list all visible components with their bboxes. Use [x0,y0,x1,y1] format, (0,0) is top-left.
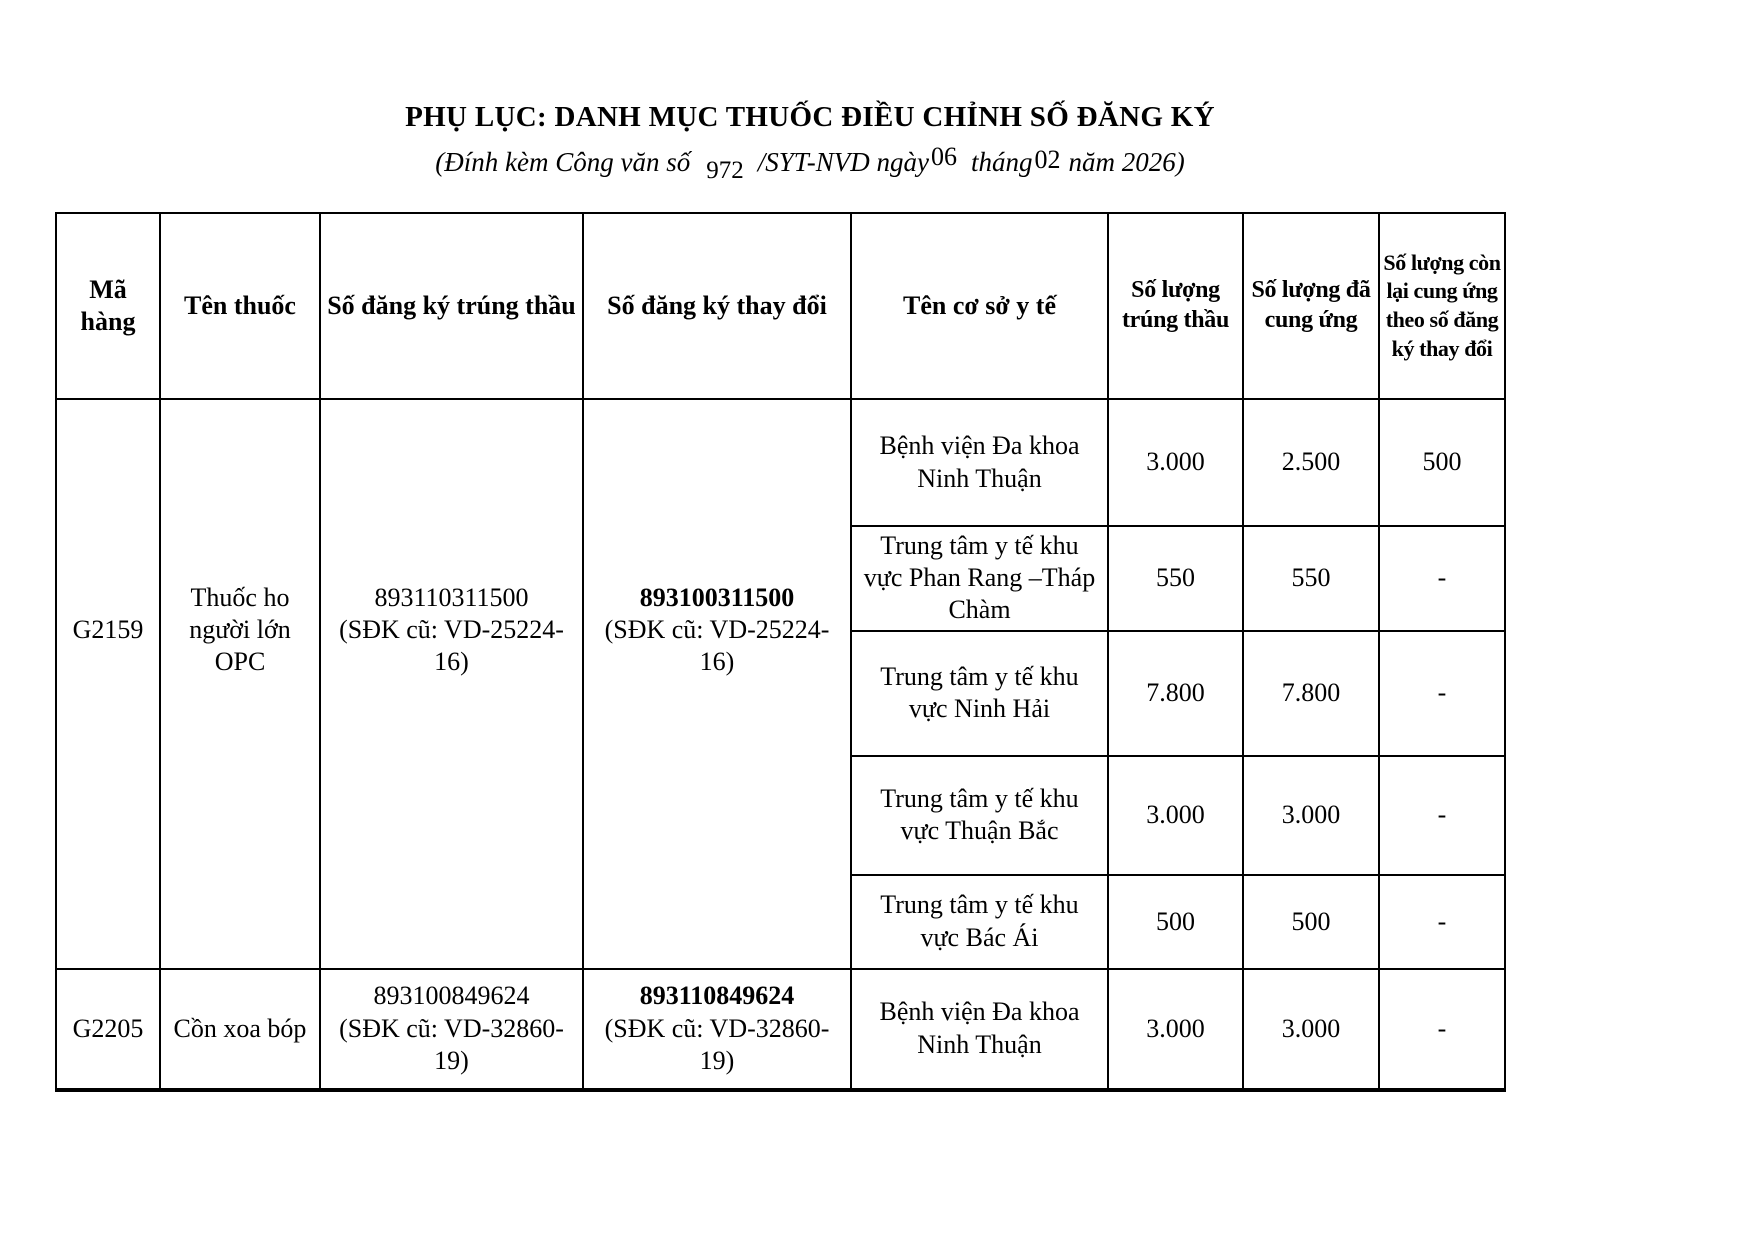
cell-sl-con-lai: 500 [1379,399,1505,526]
sdk-number: 893110311500 [374,583,529,612]
header-ten-co-so: Tên cơ sở y tế [851,213,1108,399]
sdk-number-new: 893110849624 [639,981,795,1011]
document-number: 972 [706,157,744,184]
table-header-row [56,213,1505,399]
cell-co-so: Trung tâm y tế khu vực Phan Rang –Tháp Chàm [851,526,1108,631]
cell-sl-trung-thau: 3.000 [1108,399,1243,526]
sdk-old: (SĐK cũ: VD-32860-19) [604,1013,830,1075]
document-day: 06 [930,142,957,171]
cell-sdk-trung-thau [320,399,583,969]
cell-sdk-thay-doi [583,399,851,969]
cell-sl-cung-ung: 500 [1243,875,1379,969]
cell-sl-trung-thau: 500 [1108,875,1243,969]
cell-co-so: Trung tâm y tế khu vực Bác Ái [851,875,1108,969]
cell-sl-cung-ung: 3.000 [1243,969,1379,1090]
cell-co-so: Bệnh viện Đa khoa Ninh Thuận [851,399,1108,526]
cell-sl-con-lai: - [1379,969,1505,1090]
page-subtitle [0,142,1620,184]
subtitle-part2: /SYT-NVD ngày [757,147,929,177]
cell-sl-con-lai: - [1379,631,1505,756]
table-row [56,399,1505,526]
cell-sdk-thay-doi [583,969,851,1090]
sdk-number-new: 893100311500 [639,583,795,612]
header-sdk-thay-doi: Số đăng ký thay đổi [583,213,851,399]
document-month: 02 [1034,145,1061,174]
cell-sl-con-lai: - [1379,756,1505,875]
cell-sl-trung-thau: 3.000 [1108,969,1243,1090]
sdk-old: (SĐK cũ: VD-25224-16) [604,615,830,677]
cell-co-so: Trung tâm y tế khu vực Thuận Bắc [851,756,1108,875]
cell-sl-cung-ung: 550 [1243,526,1379,631]
header-ten-thuoc: Tên thuốc [160,213,320,399]
cell-sl-con-lai: - [1379,526,1505,631]
header-sl-trung-thau: Số lượng trúng thầu [1108,213,1243,399]
sdk-old: (SĐK cũ: VD-32860-19) [339,1013,564,1075]
cell-sl-cung-ung: 2.500 [1243,399,1379,526]
cell-ten-thuoc: Thuốc ho người lớn OPC [160,399,320,969]
subtitle-part1: (Đính kèm Công văn số [435,147,691,177]
header-sl-con-lai: Số lượng còn lại cung ứng theo số đăng ký thay đổi [1379,213,1505,399]
cell-sl-cung-ung: 3.000 [1243,756,1379,875]
cell-sdk-trung-thau [320,969,583,1090]
sdk-old: (SĐK cũ: VD-25224-16) [339,615,564,677]
table-row [56,969,1505,1090]
cell-sl-trung-thau: 3.000 [1108,756,1243,875]
cell-sl-trung-thau: 7.800 [1108,631,1243,756]
cell-ma-hang: G2205 [56,969,160,1090]
subtitle-part4: năm 2026) [1068,147,1185,177]
header-ma-hang: Mã hàng [56,213,160,399]
subtitle-part3: tháng [970,147,1033,177]
cell-co-so: Trung tâm y tế khu vực Ninh Hải [851,631,1108,756]
cell-ma-hang: G2159 [56,399,160,969]
cell-sl-trung-thau: 550 [1108,526,1243,631]
cell-sl-con-lai: - [1379,875,1505,969]
header-sl-cung-ung: Số lượng đã cung ứng [1243,213,1379,399]
drug-registration-adjustment-table [55,212,1506,1092]
page-title: PHỤ LỤC: DANH MỤC THUỐC ĐIỀU CHỈNH SỐ ĐĂNG KÝ [405,101,1215,133]
cell-ten-thuoc: Cồn xoa bóp [160,969,320,1090]
cell-co-so: Bệnh viện Đa khoa Ninh Thuận [851,969,1108,1090]
header-sdk-trung-thau: Số đăng ký trúng thầu [320,213,583,399]
sdk-number: 893100849624 [373,981,530,1011]
cell-sl-cung-ung: 7.800 [1243,631,1379,756]
